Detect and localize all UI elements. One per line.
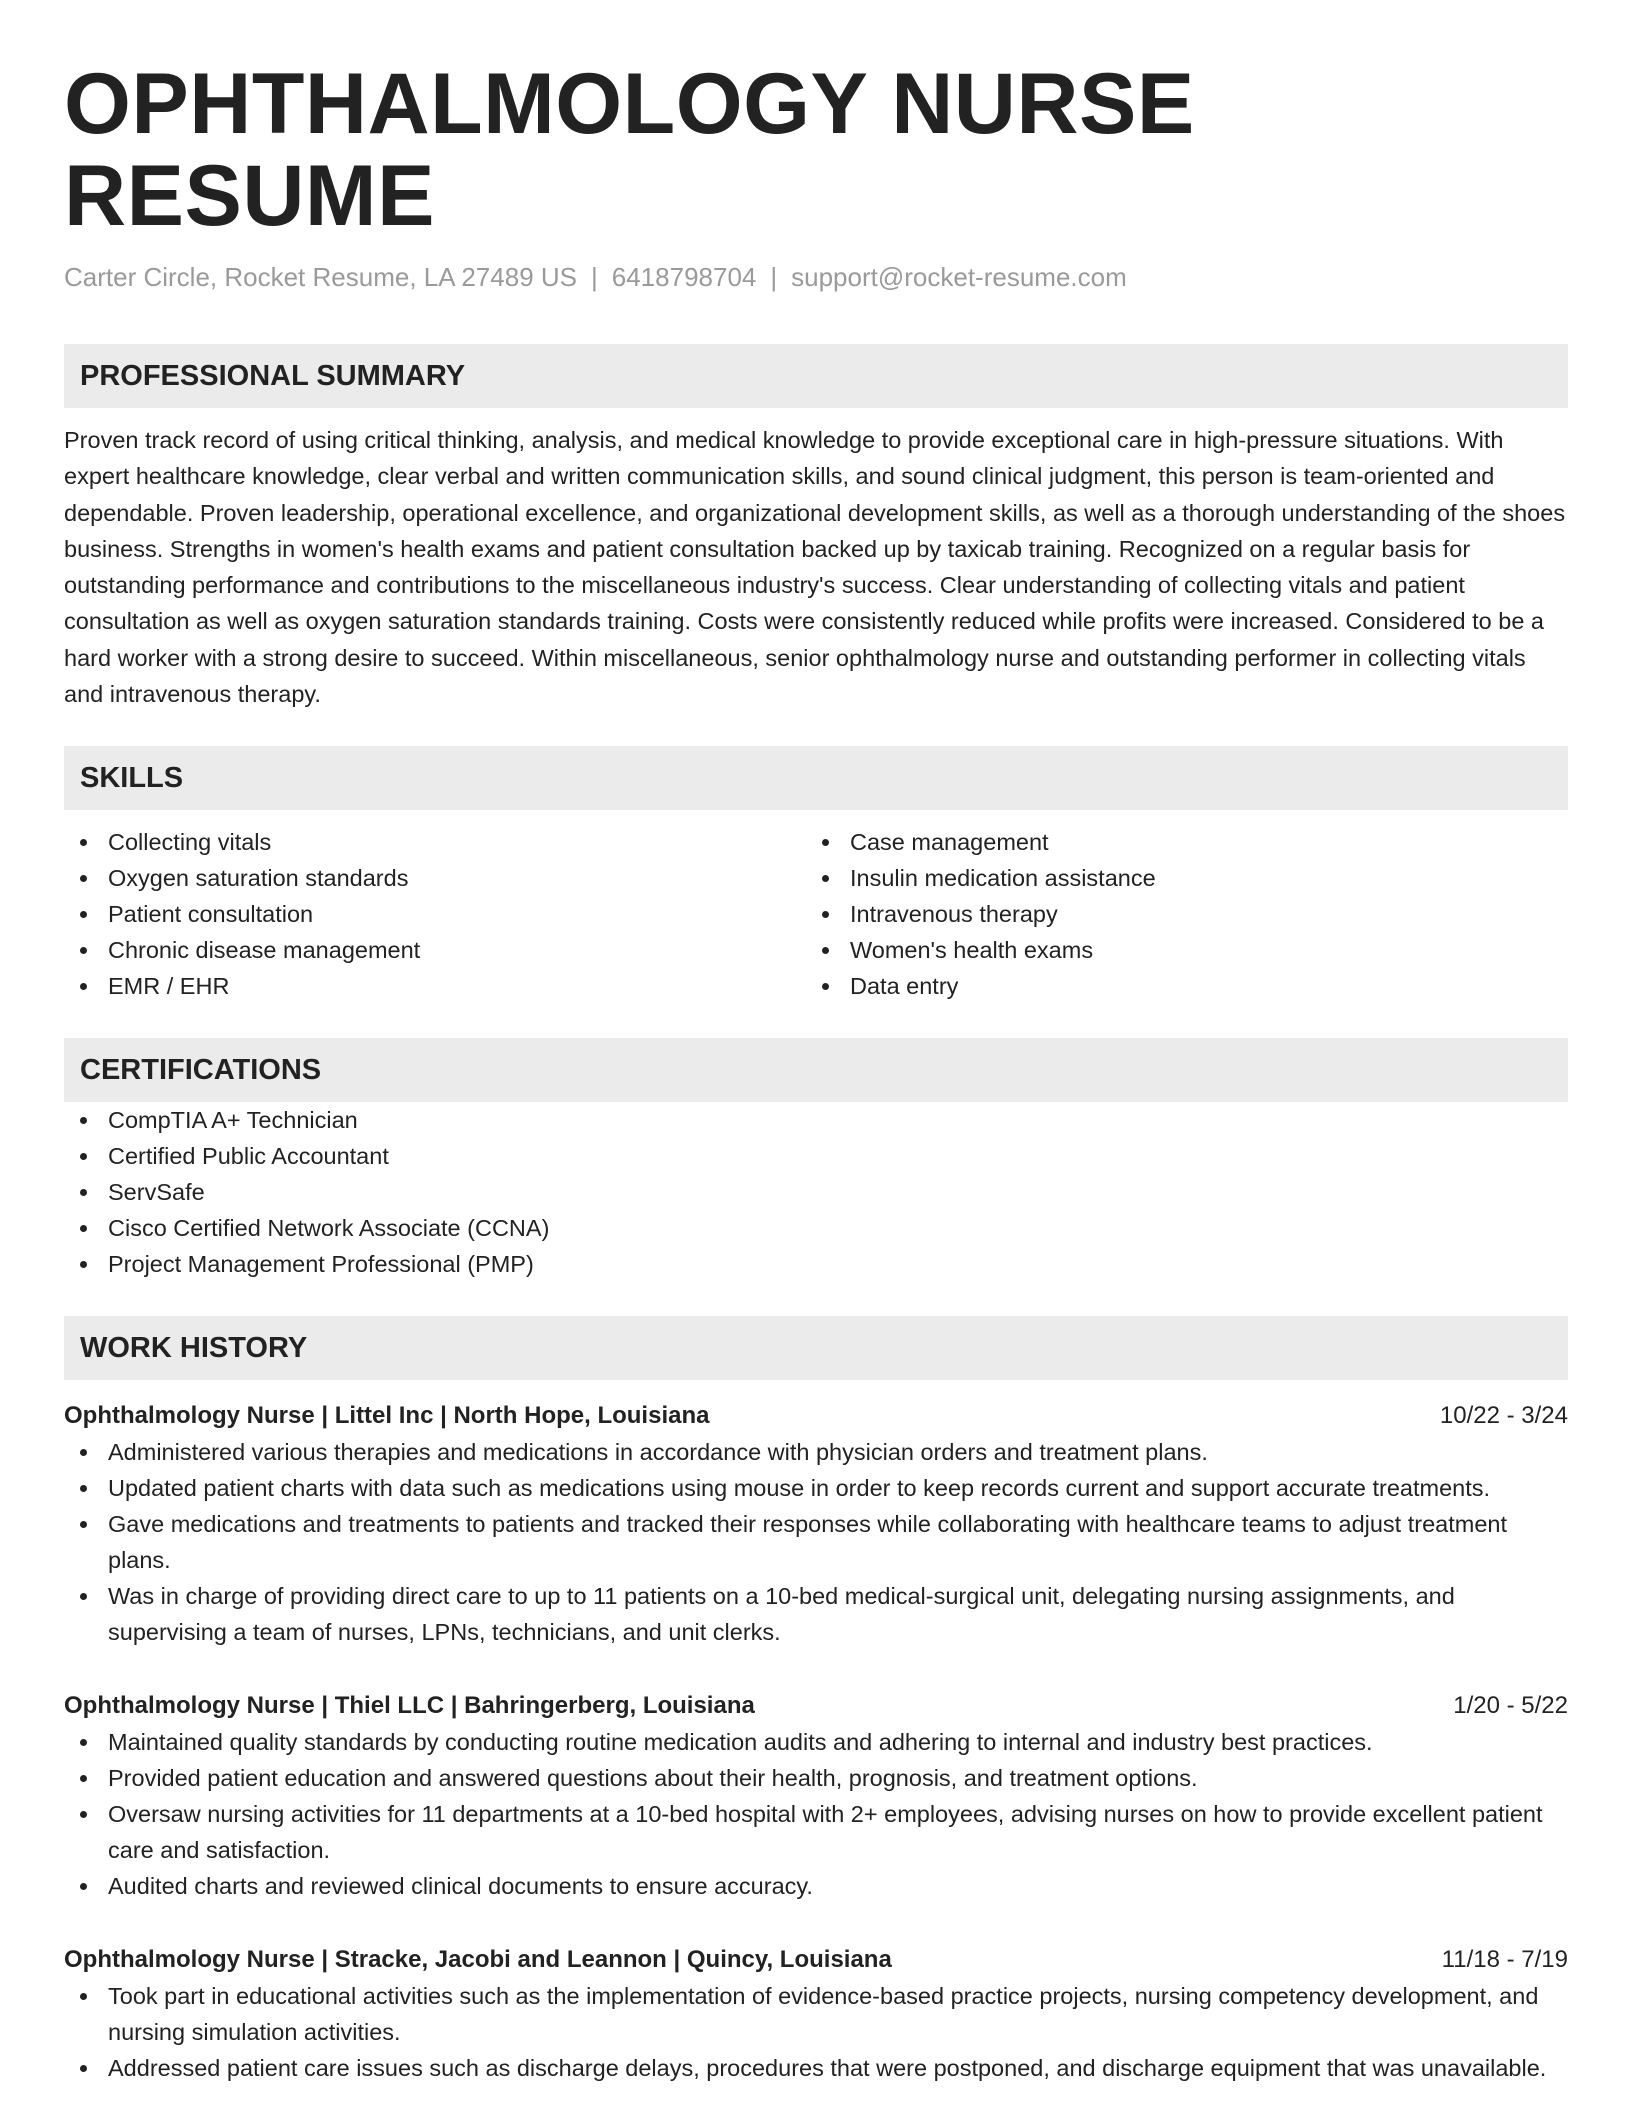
skill-item: Intravenous therapy: [806, 896, 1548, 932]
resume-title: OPHTHALMOLOGY NURSE RESUME: [64, 56, 1195, 244]
contact-phone: 6418798704: [611, 262, 757, 292]
resume-page: [64, 0, 1568, 2086]
skill-item: Data entry: [806, 968, 1548, 1004]
job-entry: [64, 1942, 1568, 2086]
certification-item: Cisco Certified Network Associate (CCNA): [64, 1210, 1568, 1246]
certification-item: Certified Public Accountant: [64, 1138, 1568, 1174]
job-duty: Gave medications and treatments to patients and tracked their responses while collaborating with healthcare teams to adjust treatment plans.: [64, 1506, 1568, 1578]
section-header-work-history: WORK HISTORY: [64, 1316, 1568, 1380]
skill-item: Women's health exams: [806, 932, 1548, 968]
certification-item: Project Management Professional (PMP): [64, 1246, 1568, 1282]
contact-email: support@rocket-resume.com: [791, 262, 1127, 292]
skills-column-right: [806, 824, 1548, 1004]
job-entry: [64, 1688, 1568, 1904]
job-title: Ophthalmology Nurse | Thiel LLC | Bahringerberg, Louisiana: [64, 1692, 755, 1720]
job-dates: 10/22 - 3/24: [1439, 1402, 1568, 1430]
section-header-certifications: CERTIFICATIONS: [64, 1038, 1568, 1102]
skill-item: Patient consultation: [64, 896, 806, 932]
contact-separator: |: [591, 262, 598, 292]
contact-separator: |: [770, 262, 778, 292]
certification-item: ServSafe: [64, 1174, 1568, 1210]
job-title: Ophthalmology Nurse | Stracke, Jacobi and Leannon | Quincy, Louisiana: [64, 1946, 892, 1974]
job-dates: 1/20 - 5/22: [1453, 1692, 1568, 1720]
summary-text: Proven track record of using critical thinking, analysis, and medical knowledge to provide exceptional care in high-pressure situations. With expert healthcare knowledge, clear verbal and written communication skills, and sound clinical judgment, this person is team-oriented and dependable. Proven leadership, operational excellence, and organizational development skills, as well as a thorough understanding of the shoes business. Strengths in women's health exams and patient consultation backed up by taxicab training. Recognized on a regular basis for outstanding performance and contributions to the miscellaneous industry's success. Clear understanding of collecting vitals and patient consultation as well as oxygen saturation standards training. Costs were consistently reduced while profits were increased. Considered to be a hard worker with a strong desire to succeed. Within miscellaneous, senior ophthalmology nurse and outstanding performer in collecting vitals and intravenous therapy.: [64, 427, 1566, 708]
job-duties: [64, 1724, 1568, 1904]
contact-line: [64, 260, 1568, 294]
skill-item: Collecting vitals: [64, 824, 806, 860]
job-duty: Updated patient charts with data such as medications using mouse in order to keep records current and support accurate treatments.: [64, 1470, 1568, 1506]
section-header-skills: SKILLS: [64, 746, 1568, 810]
certification-item: CompTIA A+ Technician: [64, 1102, 1568, 1138]
job-duties: [64, 1978, 1568, 2086]
job-title: Ophthalmology Nurse | Littel Inc | North Hope, Louisiana: [64, 1402, 710, 1430]
skills-column-left: [64, 824, 806, 1004]
job-duty: Maintained quality standards by conducting routine medication audits and adhering to internal and industry best practices.: [64, 1724, 1568, 1760]
skill-item: Insulin medication assistance: [806, 860, 1548, 896]
job-duty: Administered various therapies and medications in accordance with physician orders and treatment plans.: [64, 1434, 1568, 1470]
job-duty: Oversaw nursing activities for 11 departments at a 10-bed hospital with 2+ employees, advising nurses on how to provide excellent patient care and satisfaction.: [64, 1796, 1568, 1868]
job-duty: Addressed patient care issues such as discharge delays, procedures that were postponed, and discharge equipment that was unavailable.: [64, 2050, 1568, 2086]
job-duties: [64, 1434, 1568, 1650]
skill-item: Oxygen saturation standards: [64, 860, 806, 896]
contact-address: Carter Circle, Rocket Resume, LA 27489 US: [64, 262, 577, 292]
skill-item: Chronic disease management: [64, 932, 806, 968]
skill-item: EMR / EHR: [64, 968, 806, 1004]
skills-list: [64, 824, 1568, 1004]
job-duty: Audited charts and reviewed clinical documents to ensure accuracy.: [64, 1868, 1568, 1904]
job-duty: Took part in educational activities such as the implementation of evidence-based practice projects, nursing competency development, and nursing simulation activities.: [64, 1978, 1568, 2050]
job-duty: Provided patient education and answered questions about their health, prognosis, and treatment options.: [64, 1760, 1568, 1796]
job-entry: [64, 1398, 1568, 1650]
job-dates: 11/18 - 7/19: [1441, 1946, 1568, 1974]
job-header: [64, 1688, 1568, 1724]
certifications-list: [64, 1102, 1568, 1282]
job-duty: Was in charge of providing direct care to up to 11 patients on a 10-bed medical-surgical unit, delegating nursing assignments, and supervising a team of nurses, LPNs, technicians, and unit clerks.: [64, 1578, 1568, 1650]
section-header-summary: PROFESSIONAL SUMMARY: [64, 344, 1568, 408]
job-header: [64, 1942, 1568, 1978]
job-header: [64, 1398, 1568, 1434]
skill-item: Case management: [806, 824, 1548, 860]
